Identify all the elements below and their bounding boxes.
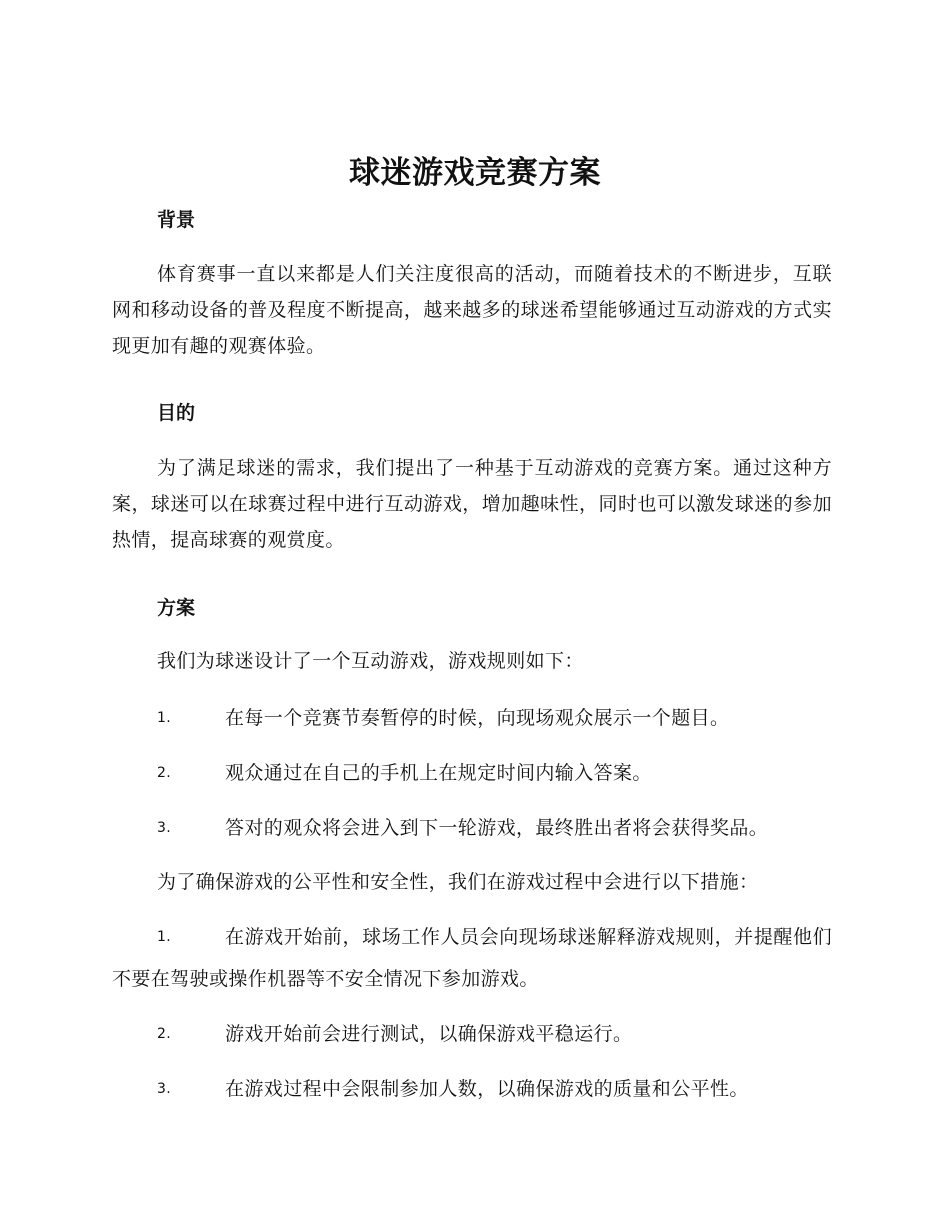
measure-item bbox=[112, 1013, 832, 1055]
rule-number: 2. bbox=[157, 765, 172, 781]
measure-text: 在游戏开始前，球场工作人员会向现场球迷解释游戏规则，并提醒他们不要在驾驶或操作机器等不安全情况下参加游戏。 bbox=[112, 926, 832, 990]
measure-item bbox=[112, 1068, 832, 1110]
rule-item bbox=[112, 752, 832, 794]
rule-text: 观众通过在自己的手机上在规定时间内输入答案。 bbox=[225, 762, 652, 784]
measures-intro: 为了确保游戏的公平性和安全性，我们在游戏过程中会进行以下措施： bbox=[157, 871, 759, 893]
measure-number: 2. bbox=[157, 1026, 172, 1042]
rule-text: 答对的观众将会进入到下一轮游戏，最终胜出者将会获得奖品。 bbox=[225, 817, 769, 839]
rules-intro: 我们为球迷设计了一个互动游戏，游戏规则如下： bbox=[157, 650, 584, 672]
measure-item bbox=[112, 916, 832, 1000]
measure-text: 游戏开始前会进行测试，以确保游戏平稳运行。 bbox=[225, 1023, 633, 1045]
rule-number: 3. bbox=[157, 820, 172, 836]
rule-text: 在每一个竞赛节奏暂停的时候，向现场观众展示一个题目。 bbox=[225, 707, 730, 729]
rule-number: 1. bbox=[157, 710, 172, 726]
measure-text: 在游戏过程中会限制参加人数，以确保游戏的质量和公平性。 bbox=[225, 1078, 749, 1100]
background-paragraph: 体育赛事一直以来都是人们关注度很高的活动，而随着技术的不断进步，互联网和移动设备的普及程度不断提高，越来越多的球迷希望能够通过互动游戏的方式实现更加有趣的观赛体验。 bbox=[112, 263, 832, 357]
section-heading-plan: 方案 bbox=[157, 597, 196, 619]
section-heading-purpose: 目的 bbox=[157, 402, 196, 424]
purpose-paragraph: 为了满足球迷的需求，我们提出了一种基于互动游戏的竞赛方案。通过这种方案，球迷可以在球赛过程中进行互动游戏，增加趣味性，同时也可以激发球迷的参加热情，提高球赛的观赏度。 bbox=[112, 457, 832, 551]
rule-item bbox=[112, 807, 832, 849]
section-heading-background: 背景 bbox=[157, 209, 196, 231]
document-title: 球迷游戏竞赛方案 bbox=[349, 155, 601, 191]
measure-number: 3. bbox=[157, 1081, 172, 1097]
measure-number: 1. bbox=[157, 929, 172, 945]
rule-item bbox=[112, 697, 832, 739]
